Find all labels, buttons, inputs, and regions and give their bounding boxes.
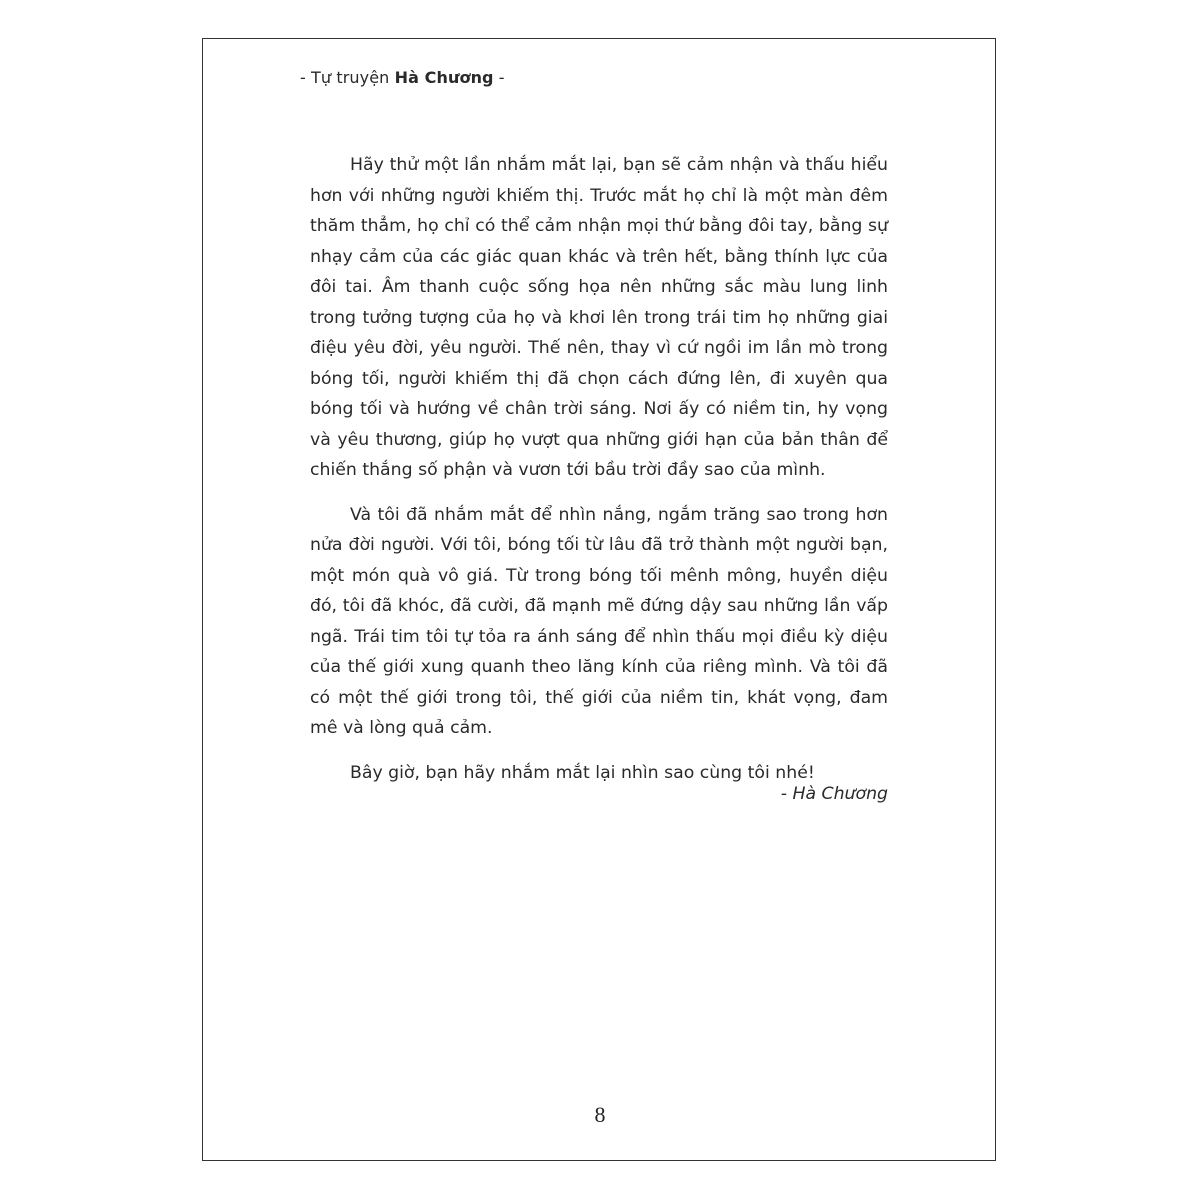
paragraph-3: Bây giờ, bạn hãy nhắm mắt lại nhìn sao cùng tôi nhé! [350,762,815,783]
page-number: 8 [594,1102,606,1127]
header-author-name: Hà Chương [394,68,494,87]
running-header [300,68,505,87]
paragraph-1: Hãy thử một lần nhắm mắt lại, bạn sẽ cảm nhận và thấu hiểu hơn với những người khiếm thị. Trước mắt họ chỉ là một màn đêm thăm thẳm, họ chỉ có thể cảm nhận mọi thứ bằng đôi tay, bằng sự nhạy cảm của các giác quan khác và trên hết, bằng thính lực của đôi tai. Âm thanh cuộc sống họa nên những sắc màu lung linh trong tưởng tượng của họ và khơi lên trong trái tim họ những giai điệu yêu đời, yêu người. Thế nên, thay vì cứ ngồi im lần mò trong bóng tối, người khiếm thị đã chọn cách đứng lên, đi xuyên qua bóng tối và hướng về chân trời sáng. Nơi ấy có niềm tin, hy vọng và yêu thương, giúp họ vượt qua những giới hạn của bản thân để chiến thắng số phận và vươn tới bầu trời đầy sao của mình. [310,155,888,480]
header-suffix: - [493,68,505,87]
header-prefix: - Tự truyện [300,68,395,87]
body-text [310,150,888,788]
paragraph-2: Và tôi đã nhắm mắt để nhìn nắng, ngắm trăng sao trong hơn nửa đời người. Với tôi, bóng tối từ lâu đã trở thành một người bạn, một món quà vô giá. Từ trong bóng tối mênh mông, huyền diệu đó, tôi đã khóc, đã cười, đã mạnh mẽ đứng dậy sau những lần vấp ngã. Trái tim tôi tự tỏa ra ánh sáng để nhìn thấu mọi điều kỳ diệu của thế giới xung quanh theo lăng kính của riêng mình. Và tôi đã có một thế giới trong tôi, thế giới của niềm tin, khát vọng, đam mê và lòng quả cảm. [310,504,888,738]
author-signature: - Hà Chương [780,784,888,804]
